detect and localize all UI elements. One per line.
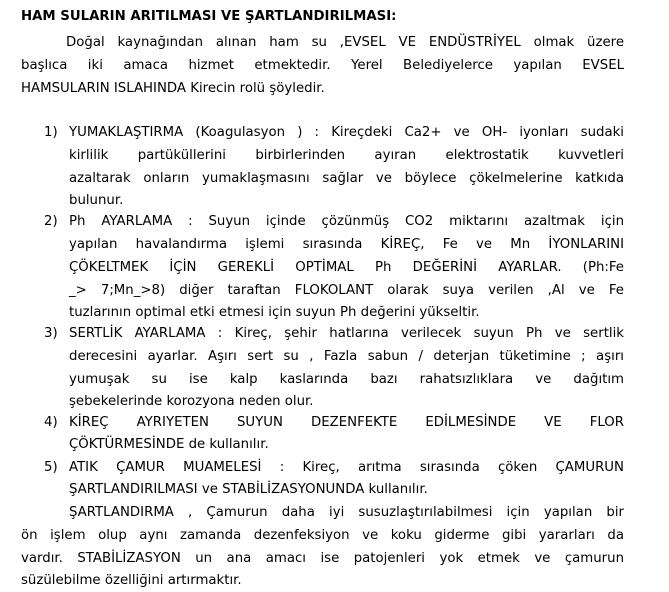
closing-line: ön işlem olup aynı zamanda dezenfeksiyon ve koku giderme gibi yararları da <box>21 528 624 543</box>
list-item-line: _> 7;Mn_>8) diğer taraftan FLOKOLANT olarak suya verilen ,Al ve Fe <box>69 283 624 298</box>
intro-line: Doğal kaynağından alınan ham su ,EVSEL VE ENDÜSTRİYEL olmak üzere <box>66 35 624 50</box>
list-item-line: ŞARTLANDIRILMASI ve STABİLİZASYONUNDA kullanılır. <box>69 482 428 497</box>
list-item-line: Ph AYARLAMA : Suyun içinde çözünmüş CO2 miktarını azaltmak için <box>69 214 624 229</box>
list-item-line: SERTLİK AYARLAMA : Kireç, şehir hatlarına verilecek suyun Ph ve sertlik <box>69 326 624 341</box>
list-item-line: ÇÖKELTMEK İÇİN GEREKLİ OPTİMAL Ph DEĞERİNİ AYARLAR. (Ph:Fe <box>69 260 624 275</box>
closing-line: vardır. STABİLİZASYON un ana amacı ise patojenleri yok etmek ve çamurun <box>21 551 624 566</box>
list-item-number: 4) <box>44 415 58 430</box>
intro-line: başlıca iki amaca hizmet etmektedir. Yerel Belediyelerce yapılan EVSEL <box>21 58 624 73</box>
intro-line: HAMSULARIN ISLAHINDA Kirecin rolü şöyledir. <box>21 81 325 96</box>
list-item-line: bulunur. <box>69 193 124 208</box>
list-item-line: ÇÖKTÜRMESİNDE de kullanılır. <box>69 437 269 452</box>
list-item-line: yumuşak su ise kalp kaslarında bazı rahatsızlıklara ve dağıtım <box>69 372 624 387</box>
closing-line: ŞARTLANDIRMA , Çamurun daha iyi susuzlaştırılabilmesi için yapılan bir <box>69 505 624 520</box>
list-item-number: 1) <box>44 125 58 140</box>
list-item-number: 5) <box>44 460 58 475</box>
closing-line: süzülebilme özelliğini artırmaktır. <box>21 573 242 588</box>
list-item-number: 3) <box>44 326 58 341</box>
document-title: HAM SULARIN ARITILMASI VE ŞARTLANDIRILMASI: <box>21 9 397 24</box>
list-item-line: derecesini ayarlar. Aşırı sert su , Fazla sabun / deterjan tüketimine ; aşırı <box>69 349 624 364</box>
list-item-line: KİREÇ AYRIYETEN SUYUN DEZENFEKTE EDİLMESİNDE VE FLOR <box>69 415 624 430</box>
list-item-line: YUMAKLAŞTIRMA (Koagulasyon ) : Kireçdeki Ca2+ ve OH- iyonları sudaki <box>69 125 624 140</box>
list-item-line: şebekelerinde korozyona neden olur. <box>69 394 314 409</box>
list-item-line: tuzlarının optimal etki etmesi için suyun Ph değerini yükseltir. <box>69 305 480 320</box>
list-item-line: azaltarak onların yumaklaşmasını sağlar ve böylece çökelmelerine katkıda <box>69 171 624 186</box>
list-item-number: 2) <box>44 214 58 229</box>
list-item-line: ATIK ÇAMUR MUAMELESİ : Kireç, arıtma sırasında çöken ÇAMURUN <box>69 460 624 475</box>
list-item-line: yapılan havalandırma işlemi sırasında KİREÇ, Fe ve Mn İYONLARINI <box>69 237 624 252</box>
list-item-line: kirlilik partüküllerini birbirlerinden ayıran elektrostatik kuvvetleri <box>69 148 624 163</box>
